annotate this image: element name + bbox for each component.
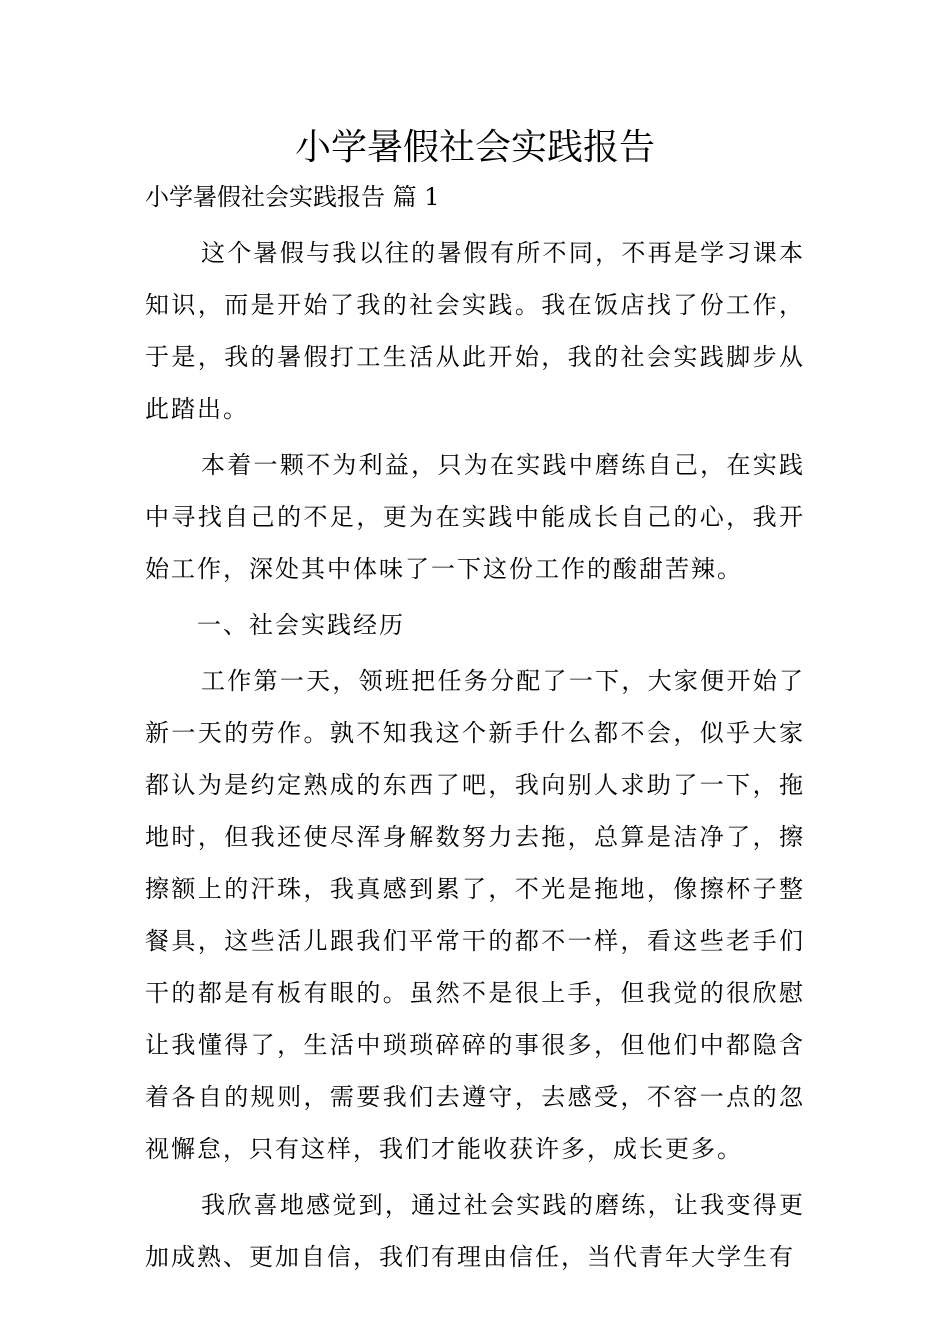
paragraph-intro-1: 这个暑假与我以往的暑假有所不同，不再是学习课本知识，而是开始了我的社会实践。我在饭店找了份工作，于是，我的暑假打工生活从此开始，我的社会实践脚步从此踏出。 bbox=[145, 239, 805, 423]
document-subheading: 小学暑假社会实践报告 篇 1 bbox=[145, 183, 440, 211]
paragraph-experience-2: 我欣喜地感觉到，通过社会实践的磨练，让我变得更加成熟、更加自信，我们有理由信任，当代青年大学生有 bbox=[145, 1191, 805, 1271]
document-title: 小学暑假社会实践报告 bbox=[294, 127, 655, 168]
paragraph-experience-1: 工作第一天，领班把任务分配了一下，大家便开始了新一天的劳作。孰不知我这个新手什么都不会，似乎大家都认为是约定熟成的东西了吧，我向别人求助了一下，拖地时，但我还使尽浑身解数努力去拖，总算是洁净了，擦擦额上的汗珠，我真感到累了，不光是拖地，像擦杯子整餐具，这些活儿跟我们平常干的都不一样，看这些老手们干的都是有板有眼的。虽然不是很上手，但我觉的很欣慰让我懂得了，生活中琐琐碎碎的事很多，但他们中都隐含着各自的规则，需要我们去遵守，去感受，不容一点的忽视懈怠，只有这样，我们才能收获许多，成长更多。 bbox=[145, 667, 805, 1163]
paragraph-intro-2: 本着一颗不为利益，只为在实践中磨练自己，在实践中寻找自己的不足，更为在实践中能成长自己的心，我开始工作，深处其中体味了一下这份工作的酸甜苦辣。 bbox=[145, 451, 805, 583]
section-heading: 一、社会实践经历 bbox=[197, 611, 405, 639]
